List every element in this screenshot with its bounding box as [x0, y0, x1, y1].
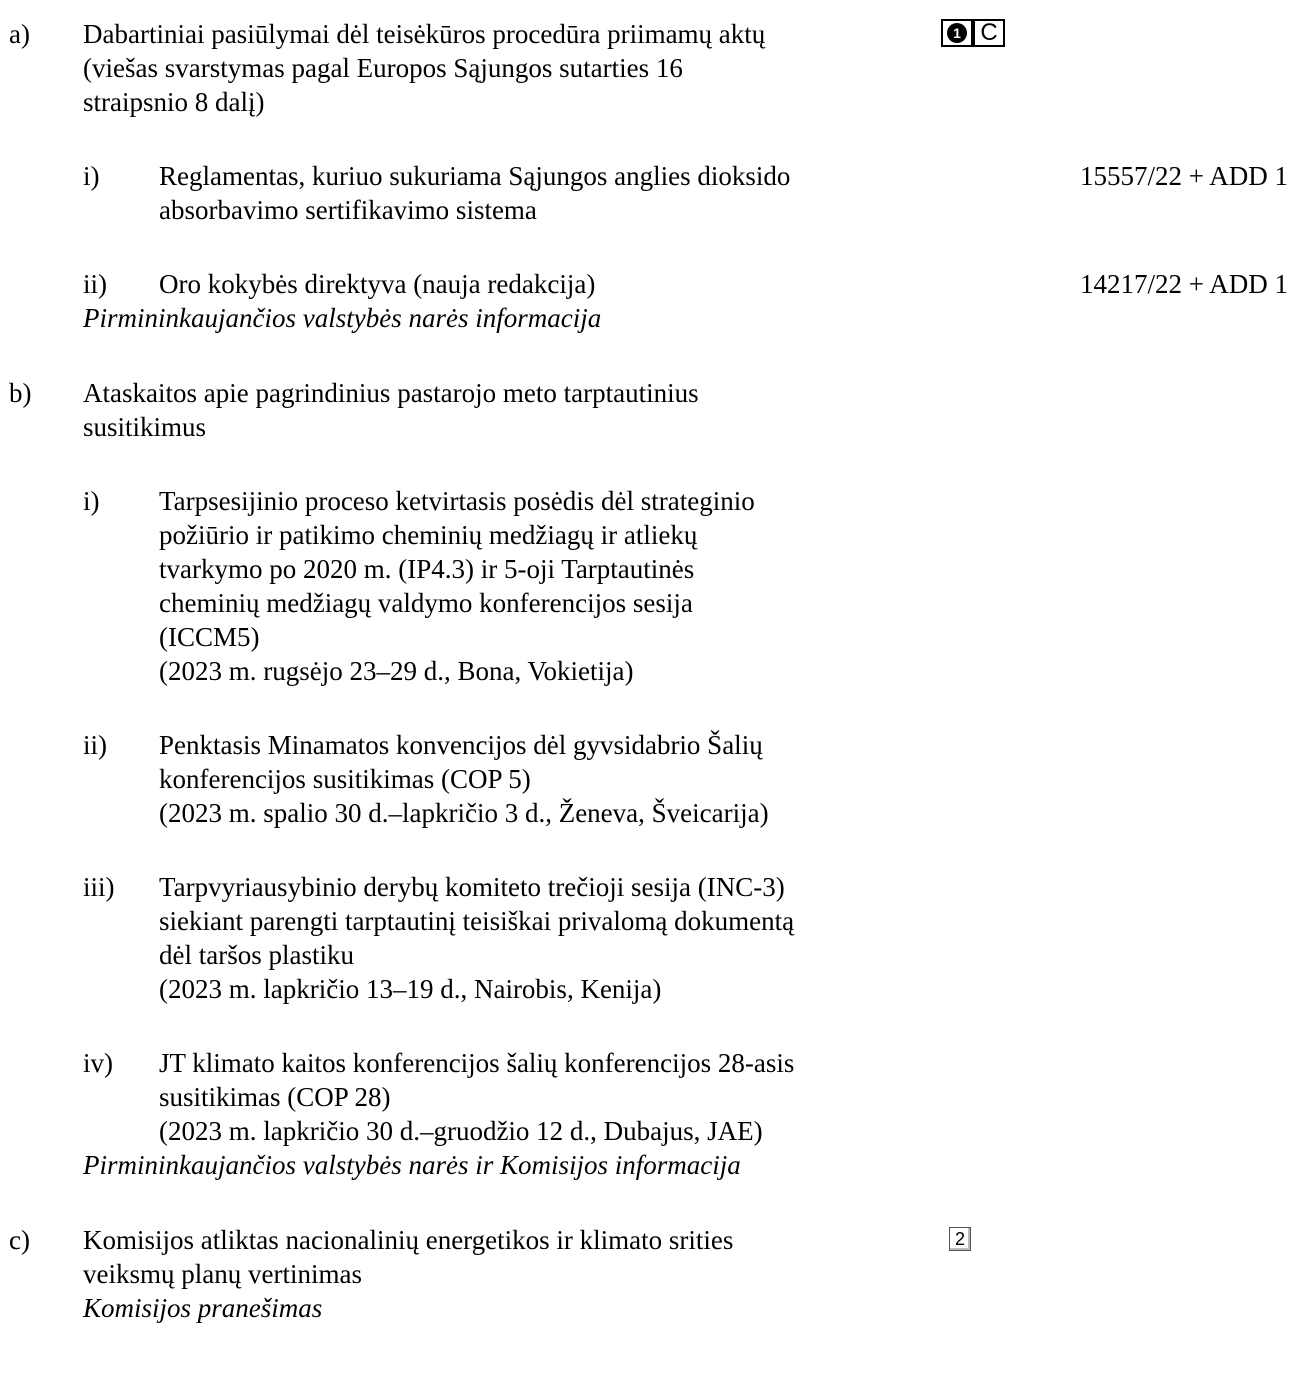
item-note: Komisijos pranešimas — [83, 1293, 323, 1323]
subitem-line: (2023 m. lapkričio 30 d.–gruodžio 12 d., Dubajus, JAE) — [159, 1116, 763, 1146]
item-title-line: veiksmų planų vertinimas — [83, 1259, 362, 1289]
subitem-line: (2023 m. spalio 30 d.–lapkričio 3 d., Ženeva, Šveicarija) — [159, 798, 769, 828]
item-title-line: straipsnio 8 dalį) — [83, 87, 265, 117]
item-title-line: susitikimus — [83, 412, 207, 442]
item-title-line: (viešas svarstymas pagal Europos Sąjungos sutarties 16 — [83, 53, 683, 83]
subitem-line: (2023 m. rugsėjo 23–29 d., Bona, Vokietija) — [159, 656, 634, 686]
subitem-line: (ICCM5) — [159, 622, 260, 652]
subitem-label: i) — [83, 161, 100, 191]
item-note: Pirmininkaujančios valstybės narės ir Komisijos informacija — [83, 1150, 741, 1180]
document-reference: 15557/22 + ADD 1 — [1080, 161, 1288, 191]
subitem-line: konferencijos susitikimas (COP 5) — [159, 764, 531, 794]
subitem-line: dėl taršos plastiku — [159, 940, 354, 970]
subitem-line: Tarpvyriausybinio derybų komiteto trečioji sesija (INC-3) — [159, 872, 785, 902]
number-two-icon: 2 — [949, 1227, 971, 1251]
item-label: c) — [9, 1225, 30, 1255]
item-note: Pirmininkaujančios valstybės narės informacija — [83, 303, 602, 333]
subitem-line: Tarpsesijinio proceso ketvirtasis posėdis dėl strateginio — [159, 486, 755, 516]
subitem-line: siekiant parengti tarptautinį teisiškai privalomą dokumentą — [159, 906, 795, 936]
filled-circle-one-icon — [946, 22, 968, 44]
item-label: b) — [9, 378, 32, 408]
item-title-line: Ataskaitos apie pagrindinius pastarojo meto tarptautinius — [83, 378, 699, 408]
subitem-label: i) — [83, 486, 100, 516]
public-deliberation-icon — [941, 19, 973, 47]
subitem-label: ii) — [83, 730, 107, 760]
item-title-line: Dabartiniai pasiūlymai dėl teisėkūros procedūra priimamų aktų — [83, 19, 766, 49]
c-letter-icon: C — [973, 19, 1005, 47]
subitem-label: ii) — [83, 269, 107, 299]
svg-text:1: 1 — [953, 25, 961, 41]
subitem-line: Reglamentas, kuriuo sukuriama Sąjungos anglies dioksido — [159, 161, 791, 191]
subitem-line: susitikimas (COP 28) — [159, 1082, 391, 1112]
subitem-line: (2023 m. lapkričio 13–19 d., Nairobis, Kenija) — [159, 974, 662, 1004]
subitem-line: JT klimato kaitos konferencijos šalių konferencijos 28-asis — [159, 1048, 795, 1078]
item-label: a) — [9, 19, 30, 49]
document-reference: 14217/22 + ADD 1 — [1080, 269, 1288, 299]
subitem-line: absorbavimo sertifikavimo sistema — [159, 195, 537, 225]
subitem-label: iii) — [83, 872, 115, 902]
subitem-line: Oro kokybės direktyva (nauja redakcija) — [159, 269, 596, 299]
subitem-label: iv) — [83, 1048, 113, 1078]
subitem-line: požiūrio ir patikimo cheminių medžiagų ir atliekų — [159, 520, 698, 550]
subitem-line: cheminių medžiagų valdymo konferencijos sesija — [159, 588, 693, 618]
subitem-line: Penktasis Minamatos konvencijos dėl gyvsidabrio Šalių — [159, 730, 763, 760]
subitem-line: tvarkymo po 2020 m. (IP4.3) ir 5-oji Tarptautinės — [159, 554, 695, 584]
item-title-line: Komisijos atliktas nacionalinių energetikos ir klimato srities — [83, 1225, 734, 1255]
